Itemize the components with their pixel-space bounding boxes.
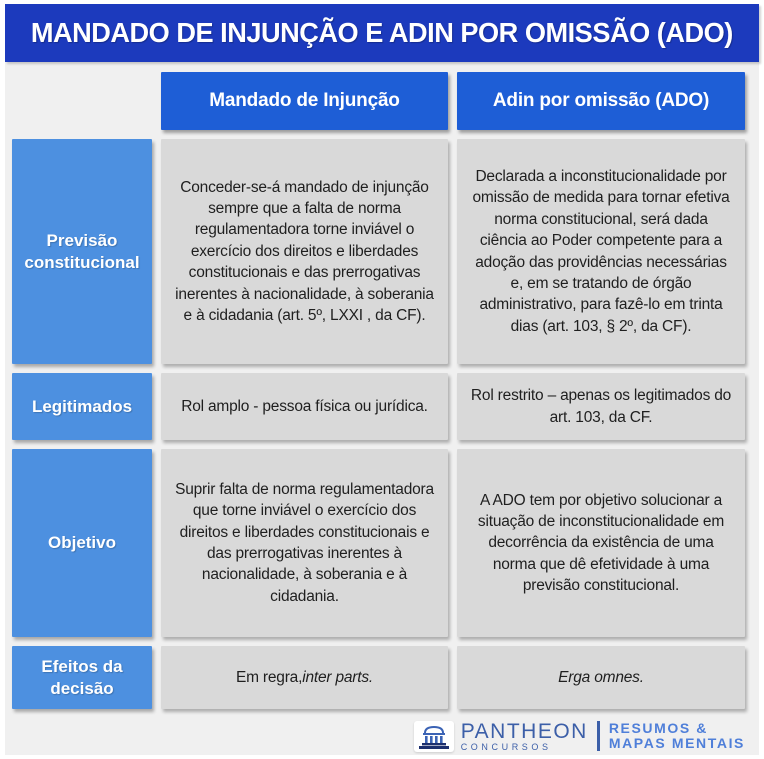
row-label-legitimados: Legitimados [12, 373, 152, 440]
row-label-efeitos-da-decisao: Efeitos da decisão [12, 646, 152, 709]
brand-name-block [461, 721, 588, 752]
footer-brand [5, 717, 745, 755]
title-bar [5, 4, 759, 62]
cell-legitimados-mandado: Rol amplo - pessoa física ou jurídica. [161, 373, 448, 440]
cell-efeitos-ado [457, 646, 745, 709]
tagline-line2: MAPAS MENTAIS [608, 735, 745, 751]
cell-objetivo-mandado: Suprir falta de norma regulamentadora que torne inviável o exercício dos direitos e liberdades constitucionais e das prerrogativas inerentes à nacionalidade, à soberania e à cidadania. [161, 449, 448, 637]
efeitos-ado-latin: Erga omnes. [558, 668, 644, 686]
pantheon-building-icon [417, 723, 451, 749]
pantheon-logo-icon [414, 721, 454, 752]
tagline-line1: RESUMOS & [608, 719, 709, 736]
page-title: MANDADO DE INJUNÇÃO E ADIN POR OMISSÃO (ADO) [31, 17, 733, 48]
brand-name: PANTHEON [460, 719, 588, 743]
brand-subtitle: CONCURSOS [460, 741, 552, 752]
cell-legitimados-ado: Rol restrito – apenas os legitimados do art. 103, da CF. [457, 373, 745, 440]
column-header-mandado-de-injuncao: Mandado de Injunção [161, 72, 448, 130]
efeitos-mandado-prefix: Em regra, [235, 668, 303, 686]
infographic-canvas [5, 4, 759, 755]
cell-objetivo-ado: A ADO tem por objetivo solucionar a situação de inconstitucionalidade em decorrência da existência de uma norma que dê efetividade à uma previsão constitucional. [457, 449, 745, 637]
efeitos-mandado-latin: inter parts. [302, 668, 374, 686]
comparison-table [12, 72, 752, 709]
column-header-adin-por-omissao: Adin por omissão (ADO) [457, 72, 745, 130]
row-label-previsao-constitucional: Previsão constitucional [12, 139, 152, 364]
cell-previsao-ado: Declarada a inconstitucionalidade por omissão de medida para tornar efetiva norma constitucional, será dada ciência ao Poder competente para a adoção das providências necessárias e, em se tratando de órgão administrativo, para fazê-lo em trinta dias (art. 103, § 2º, da CF). [457, 139, 745, 364]
row-label-objetivo: Objetivo [12, 449, 152, 637]
cell-previsao-mandado: Conceder-se-á mandado de injunção sempre que a falta de norma regulamentadora torne inviável o exercício dos direitos e liberdades constitucionais e das prerrogativas inerentes à nacionalidade, à soberania e à cidadania (art. 5º, LXXI , da CF). [161, 139, 448, 364]
cell-efeitos-mandado [161, 646, 448, 709]
brand-divider [597, 721, 600, 751]
brand-tagline-block [609, 721, 745, 752]
corner-spacer [12, 72, 152, 130]
